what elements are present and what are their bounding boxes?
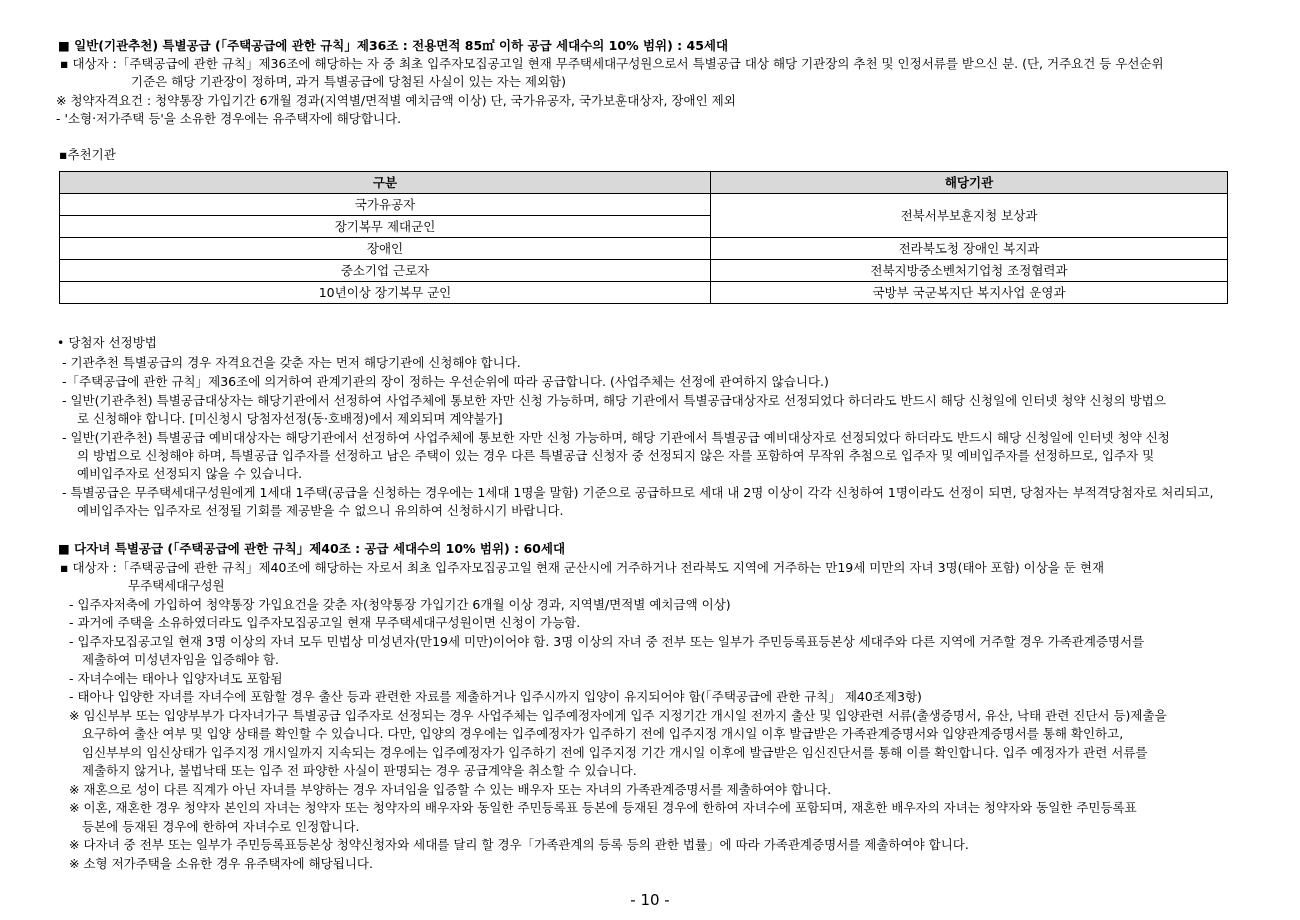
selection-text: - 특별공급은 무주택세대구성원에게 1세대 1주택(공급을 신청하는 경우에는 1세대 1명을 말함) 기준으로 공급하므로 세대 내 2명 이상이 각각 신청하여 1명이라도 선정이 되면, 당첨자는 부적격당첨자로 처리되고, (62, 485, 1214, 500)
criteria-text: - 입주자저축에 가입하여 청약통장 가입요건을 갖춘 자(청약통장 가입기간 6개월 이상 경과, 지역별/면적별 예치금액 이상) (69, 597, 731, 612)
column-header: 해당기관 (711, 172, 1228, 194)
target-text-cont: 기준은 해당 기관장이 정하며, 과거 특별공급에 당첨된 사실이 있는 자는 제외함) (131, 74, 566, 89)
note-text-cont: 요구하여 출산 여부 및 입양 상태를 확인할 수 있습니다. 다만, 입양의 경우에는 입주예정자가 입주하기 전에 입주지정 개시일 이후 발급받은 가족관계증명서와 입양관계증명서를 통해 확인하고, (82, 726, 1124, 741)
selection-text-cont: 예비입주자로 선정되지 않을 수 있습니다. (77, 466, 303, 481)
table-row (60, 260, 1228, 282)
section-title-institution: ■ 일반(기관추천) 특별공급 (「주택공급에 관한 규칙」제36조 : 전용면적 85㎡ 이하 공급 세대수의 10% 범위) : 45세대 (58, 38, 729, 53)
recommendation-table (59, 171, 1228, 304)
section-title-multichild: ■ 다자녀 특별공급 (「주택공급에 관한 규칙」제40조 : 공급 세대수의 10% 범위) : 60세대 (58, 541, 566, 556)
note-text: - '소형‧저가주택 등'을 소유한 경우에는 유주택자에 해당합니다. (56, 111, 402, 126)
table-row (60, 238, 1228, 260)
table-cell: 장기복무 제대군인 (60, 216, 711, 238)
criteria-text: - 과거에 주택을 소유하였더라도 입주자모집공고일 현재 무주택세대구성원이면 신청이 가능함. (69, 615, 581, 630)
note-text: ※ 소형 저가주택을 소유한 경우 유주택자에 해당됩니다. (69, 856, 373, 871)
note-text: ※ 이혼, 재혼한 경우 청약자 본인의 자녀는 청약자 또는 청약자의 배우자와 동일한 주민등록표 등본에 등재된 경우에 한하여 자녀수에 포함되며, 재혼한 배우자의 자녀는 청약자와 동일한 주민등록표 (69, 800, 1137, 815)
table-row (60, 282, 1228, 304)
note-text-cont: 제출하지 않거나, 불법낙태 또는 입주 전 파양한 사실이 판명되는 경우 공급계약을 취소할 수 있습니다. (82, 763, 637, 778)
table-cell: 장애인 (60, 238, 711, 260)
table-cell: 국방부 국군복지단 복지사업 운영과 (711, 282, 1228, 304)
table-caption: ▪추천기관 (59, 147, 116, 162)
criteria-text-cont: 제출하여 미성년자임을 입증해야 함. (82, 652, 280, 667)
note-text-cont: 등본에 등재된 경우에 한하여 자녀수로 인정합니다. (82, 819, 360, 834)
selection-title: • 당첨자 선정방법 (57, 335, 157, 350)
selection-text: - 일반(기관추천) 특별공급대상자는 해당기관에서 선정하여 사업주체에 통보한 자만 신청 가능하며, 해당 기관에서 특별공급대상자로 선정되었다 하더라도 반드시 해당 신청일에 인터넷 청약 신청의 방법으 (62, 393, 1166, 408)
table-cell: 전북서부보훈지청 보상과 (711, 194, 1228, 238)
note-text: ※ 다자녀 중 전부 또는 일부가 주민등록표등본상 청약신청자와 세대를 달리 할 경우「가족관계의 등록 등의 관한 법률」에 따라 가족관계증명서를 제출하여야 합니다. (69, 837, 969, 852)
table-cell: 중소기업 근로자 (60, 260, 711, 282)
note-text: ※ 임신부부 또는 입양부부가 다자녀가구 특별공급 입주자로 선정되는 경우 사업주체는 입주예정자에게 입주 지정기간 개시일 전까지 출산 및 입양관련 서류(출생증명서, 유산, 낙태 관련 진단서 등)제출을 (69, 708, 1167, 723)
page-number: - 10 - (630, 891, 670, 909)
note-text: ※ 재혼으로 성이 다른 직계가 아닌 자녀를 부양하는 경우 자녀임을 입증할 수 있는 배우자 또는 자녀의 가족관계증명서를 제출하여야 합니다. (69, 782, 832, 797)
selection-text: - 기관추천 특별공급의 경우 자격요건을 갖춘 자는 먼저 해당기관에 신청해야 합니다. (62, 355, 521, 370)
table-cell: 국가유공자 (60, 194, 711, 216)
table-row (60, 194, 1228, 216)
table-header-row (60, 172, 1228, 194)
table-cell: 전라북도청 장애인 복지과 (711, 238, 1228, 260)
criteria-text: - 입주자모집공고일 현재 3명 이상의 자녀 모두 민법상 미성년자(만19세 미만)이어야 함. 3명 이상의 자녀 중 전부 또는 일부가 주민등록표등본상 세대주와 다른 지역에 거주할 경우 가족관계증명서를 (69, 634, 1145, 649)
selection-text-cont: 예비입주자는 입주자로 선정될 기회를 제공받을 수 없으니 유의하여 신청하시기 바랍니다. (77, 503, 564, 518)
note-text: ※ 청약자격요건 : 청약통장 가입기간 6개월 경과(지역별/면적별 예치금액 이상) 단, 국가유공자, 국가보훈대상자, 장애인 제외 (56, 93, 736, 108)
target-text: ▪ 대상자 :「주택공급에 관한 규칙」제40조에 해당하는 자로서 최초 입주자모집공고일 현재 군산시에 거주하거나 전라북도 지역에 거주하는 만19세 미만의 자녀 3명(태아 포함) 이상을 둔 현재 (60, 560, 1105, 575)
column-header: 구분 (60, 172, 711, 194)
table-cell: 10년이상 장기복무 군인 (60, 282, 711, 304)
target-text-cont: 무주택세대구성원 (128, 578, 225, 593)
selection-text-cont: 로 신청해야 합니다. [미신청시 당첨자선정(동·호배정)에서 제외되며 계약불가] (77, 411, 503, 426)
selection-text: -「주택공급에 관한 규칙」제36조에 의거하여 관계기관의 장이 정하는 우선순위에 따라 공급합니다. (사업주체는 선정에 관여하지 않습니다.) (62, 374, 829, 389)
target-text: ▪ 대상자 :「주택공급에 관한 규칙」제36조에 해당하는 자 중 최초 입주자모집공고일 현재 무주택세대구성원으로서 특별공급 대상 해당 기관장의 추천 및 인정서류를 받으신 분. (단, 거주요건 등 우선순위 (60, 56, 1164, 71)
selection-text-cont: 의 방법으로 신청해야 하며, 특별공급 입주자를 선정하고 남은 주택이 있는 경우 다른 특별공급 신청자 중 선정되지 않은 자를 포함하여 무작위 추첨으로 입주자 및 예비입주자를 선정하므로, 입주자 및 (77, 448, 1155, 463)
table-cell: 전북지방중소벤처기업청 조정협력과 (711, 260, 1228, 282)
selection-text: - 일반(기관추천) 특별공급 예비대상자는 해당기관에서 선정하여 사업주체에 통보한 자만 신청 가능하며, 해당 기관에서 특별공급 예비대상자로 선정되었다 하더라도 반드시 해당 신청일에 인터넷 청약 신청 (62, 430, 1170, 445)
criteria-text: - 태아나 입양한 자녀를 자녀수에 포함할 경우 출산 등과 관련한 자료를 제출하거나 입주시까지 입양이 유지되어야 함(「주택공급에 관한 규칙」 제40조제3항) (69, 689, 922, 704)
note-text-cont: 임신부부의 임신상태가 입주지정 개시일까지 지속되는 경우에는 입주예정자가 입주하기 전에 입주지정 기간 개시일 이후에 발급받은 임신진단서를 통해 이를 확인합니다. 입주 예정자가 관련 서류를 (82, 745, 1148, 760)
criteria-text: - 자녀수에는 태아나 입양자녀도 포함됨 (69, 671, 283, 686)
